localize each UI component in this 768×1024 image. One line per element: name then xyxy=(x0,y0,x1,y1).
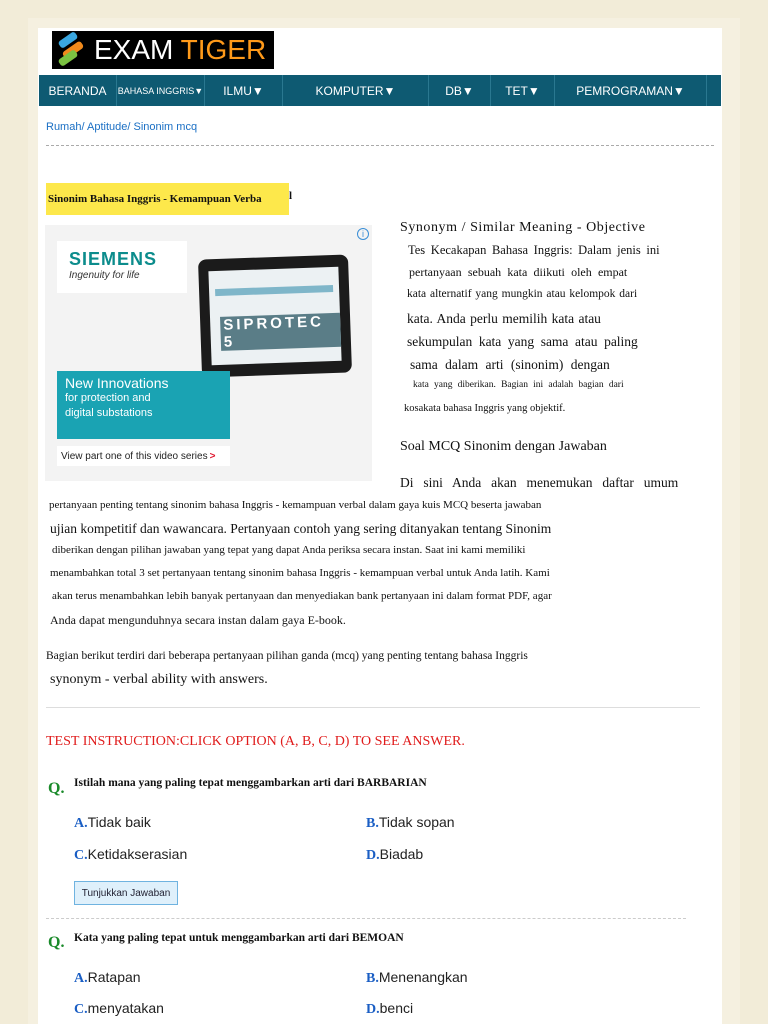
option-c[interactable] xyxy=(74,846,187,864)
option-text: menyatakan xyxy=(87,1000,164,1016)
nav-item-label: BAHASA INGGRIS▼ xyxy=(117,85,204,96)
question-text: Istilah mana yang paling tepat menggambarkan arti dari BARBARIAN xyxy=(74,777,427,789)
intro-line: kata alternatif yang mungkin atau kelompok dari xyxy=(407,288,638,300)
option-d[interactable] xyxy=(366,846,423,864)
body-line: ujian kompetitif dan wawancara. Pertanyaan contoh yang sering ditanyakan tentang Sinonim xyxy=(50,521,552,536)
body-line: synonym - verbal ability with answers. xyxy=(50,672,268,687)
option-b[interactable] xyxy=(366,969,468,987)
breadcrumb-current[interactable]: Sinonim mcq xyxy=(133,121,198,133)
ad-screen-text: SIPROTEC 5 xyxy=(220,313,341,351)
option-letter: C. xyxy=(74,848,88,863)
body-line: menambahkan total 3 set pertanyaan tentang sinonim bahasa Inggris - kemampuan verbal untuk Anda latih. Kami xyxy=(50,567,550,579)
ad-tablet-image xyxy=(198,254,352,377)
option-text: Menenangkan xyxy=(378,969,468,985)
option-letter: D. xyxy=(366,848,380,863)
intro-line: sama dalam arti (sinonim) dengan xyxy=(410,357,610,372)
site-logo[interactable] xyxy=(52,31,274,69)
intro-line: sekumpulan kata yang sama atau paling xyxy=(407,334,638,349)
body-line: akan terus menambahkan lebih banyak pertanyaan dan menyediakan bank pertanyaan ini dalam format PDF, agar xyxy=(52,590,552,602)
option-letter: B. xyxy=(366,816,379,831)
ad-info-icon[interactable]: i xyxy=(357,228,369,240)
option-d[interactable] xyxy=(366,1000,413,1018)
divider xyxy=(46,145,714,146)
option-text: Ratapan xyxy=(87,969,141,985)
option-a[interactable] xyxy=(74,814,151,832)
ad-cta-link[interactable] xyxy=(57,446,230,466)
option-letter: D. xyxy=(366,1002,380,1017)
body-line: pertanyaan penting tentang sinonim bahasa Inggris - kemampuan verbal dalam gaya kuis MCQ beserta jawaban xyxy=(49,499,542,511)
body-line: Bagian berikut terdiri dari beberapa pertanyaan pilihan ganda (mcq) yang penting tentang bahasa Inggris xyxy=(46,650,528,662)
breadcrumb-home[interactable]: Rumah xyxy=(46,121,82,133)
chevron-right-icon: > xyxy=(209,450,216,462)
option-letter: A. xyxy=(74,971,88,986)
page-title: Sinonim Bahasa Inggris - Kemampuan Verba xyxy=(46,183,289,215)
mcq-heading: Soal MCQ Sinonim dengan Jawaban xyxy=(400,439,607,454)
option-letter: B. xyxy=(366,971,379,986)
intro-line: kosakata bahasa Inggris yang objektif. xyxy=(404,403,566,414)
option-text: Tidak baik xyxy=(87,814,151,830)
main-nav xyxy=(39,75,721,106)
option-letter: A. xyxy=(74,816,88,831)
logo-text-exam: EXAM xyxy=(94,34,174,65)
ad-cta-label: View part one of this video series xyxy=(61,450,208,462)
ad-brand: SIEMENS xyxy=(69,249,158,269)
test-instruction: TEST INSTRUCTION:CLICK OPTION (A, B, C, D) TO SEE ANSWER. xyxy=(46,734,465,749)
nav-item-db[interactable]: DB▼ xyxy=(429,75,491,106)
breadcrumb-aptitude[interactable]: Aptitude xyxy=(86,121,128,133)
divider xyxy=(46,918,686,919)
nav-item-komputer[interactable]: KOMPUTER▼ xyxy=(283,75,429,106)
breadcrumb: Rumah/ Aptitude/ Sinonim mcq xyxy=(46,121,198,133)
nav-item-beranda[interactable]: BERANDA xyxy=(39,75,117,106)
nav-item-bahasa-inggris[interactable] xyxy=(117,75,205,106)
intro-line: pertanyaan sebuah kata diikuti oleh empat xyxy=(409,265,628,279)
advertisement[interactable] xyxy=(45,225,372,481)
intro-line: Synonym / Similar Meaning - Objective xyxy=(400,220,646,235)
intro-line: Tes Kecakapan Bahasa Inggris: Dalam jenis ini xyxy=(408,243,660,257)
ad-message xyxy=(57,371,230,439)
ad-tagline: Ingenuity for life xyxy=(69,270,140,281)
logo-text-tiger: TIGER xyxy=(180,34,267,65)
divider xyxy=(46,707,700,708)
page-title-overflow: l xyxy=(289,190,293,202)
body-line: Anda dapat mengunduhnya secara instan dalam gaya E-book. xyxy=(50,613,346,627)
option-b[interactable] xyxy=(366,814,455,832)
logo-mark-icon xyxy=(54,32,90,68)
ad-brand-logo xyxy=(57,241,187,293)
nav-item-pemrograman[interactable]: PEMROGRAMAN▼ xyxy=(555,75,707,106)
option-text: benci xyxy=(379,1000,414,1016)
ad-line: for protection and xyxy=(65,392,151,404)
option-text: Ketidakserasian xyxy=(87,846,188,862)
nav-item-tet[interactable]: TET▼ xyxy=(491,75,555,106)
option-a[interactable] xyxy=(74,969,141,987)
option-text: Tidak sopan xyxy=(378,814,455,830)
body-line: Di sini Anda akan menemukan daftar umum xyxy=(400,475,679,490)
question-label: Q. xyxy=(48,934,65,951)
ad-line: digital substations xyxy=(65,407,153,419)
question-label: Q. xyxy=(48,780,65,797)
option-letter: C. xyxy=(74,1002,88,1017)
option-c[interactable] xyxy=(74,1000,164,1018)
ad-headline: New Innovations xyxy=(65,375,169,391)
nav-item-ilmu[interactable]: ILMU▼ xyxy=(205,75,283,106)
show-answer-button[interactable]: Tunjukkan Jawaban xyxy=(74,881,178,905)
intro-line: kata. Anda perlu memilih kata atau xyxy=(407,311,601,326)
option-text: Biadab xyxy=(379,846,424,862)
question-text: Kata yang paling tepat untuk menggambarkan arti dari BEMOAN xyxy=(74,932,404,944)
body-line: diberikan dengan pilihan jawaban yang tepat yang dapat Anda periksa secara instan. Saat ini kami memiliki xyxy=(52,544,526,556)
intro-line: kata yang diberikan. Bagian ini adalah bagian dari xyxy=(413,380,624,390)
